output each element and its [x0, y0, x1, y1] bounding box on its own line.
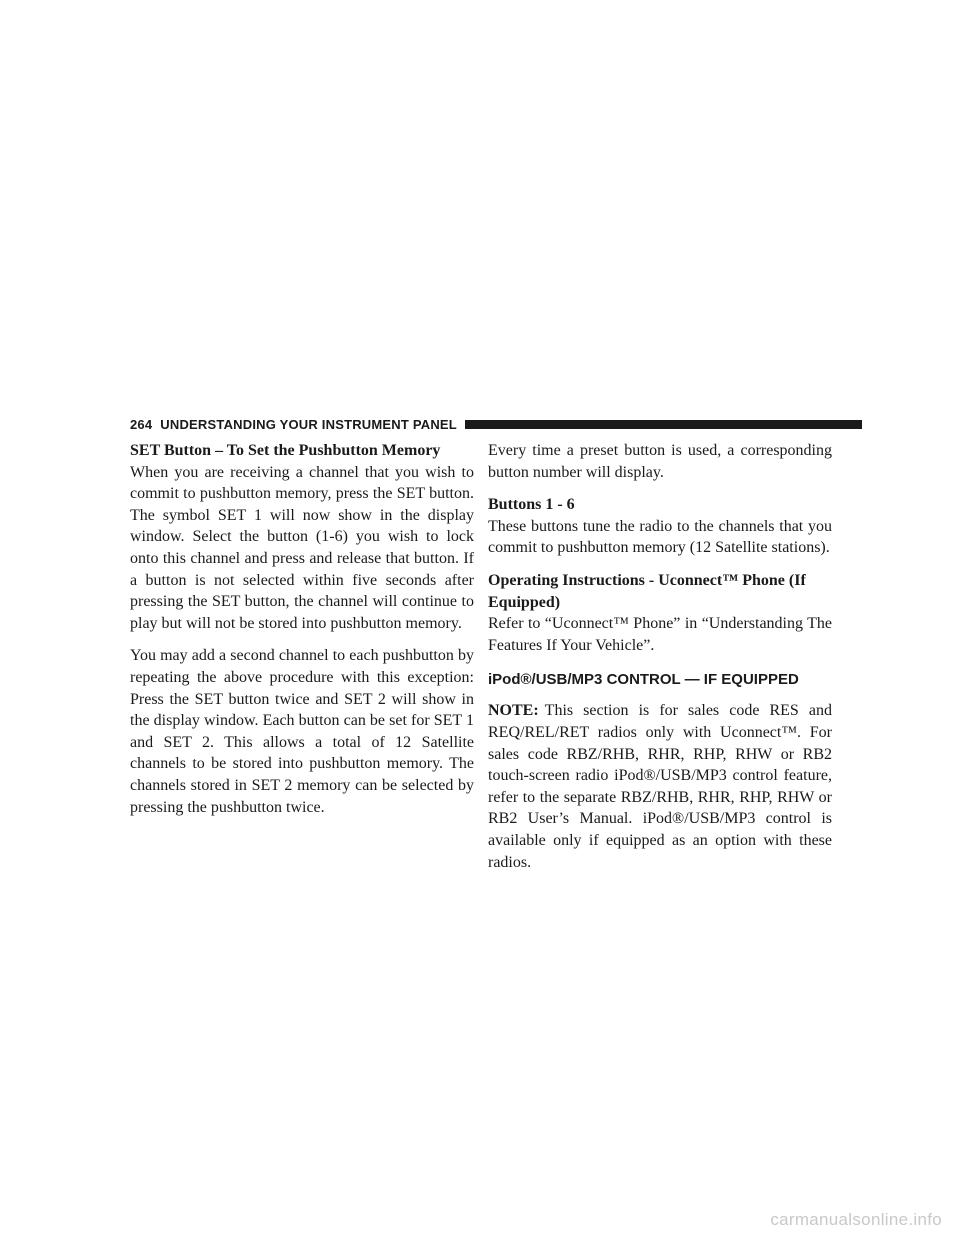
- paragraph-second-channel: You may add a second channel to each pushbutton by repeating the above procedure with this exception: Press the SET button twice and SET 2 will show in the display window. Each button can be set for SET 1 and SET 2. This allows a total of 12 Satellite channels to be stored into pushbutton memory. The channels stored in SET 2 memory can be selected by pressing the pushbutton twice.: [130, 647, 474, 816]
- paragraph-uconnect: Refer to “Uconnect™ Phone” in “Understanding The Features If Your Vehicle”.: [488, 615, 832, 654]
- right-column: [488, 440, 832, 884]
- watermark: carmanualsonline.info: [770, 1210, 942, 1229]
- note-label: NOTE:: [488, 702, 539, 720]
- heading-uconnect: Operating Instructions - Uconnect™ Phone (If Equipped): [488, 571, 806, 611]
- page-number: 264: [130, 416, 153, 432]
- left-column: [130, 440, 474, 829]
- note-paragraph: [488, 700, 832, 873]
- page-header: [130, 414, 862, 434]
- paragraph-preset: Every time a preset button is used, a corresponding button number will display.: [488, 442, 832, 481]
- header-rule: [465, 420, 862, 429]
- paragraph-buttons: These buttons tune the radio to the channels that you commit to pushbutton memory (12 Satellite stations).: [488, 517, 832, 557]
- note-text: This section is for sales code RES and REQ/REL/RET radios only with Uconnect™. For sales code RBZ/RHB, RHR, RHP, RHW or RB2 touch-screen radio iPod®/USB/MP3 control feature, refer to the separate RBZ/RHB, RHR, RHP, RHW or RB2 User’s Manual. iPod®/USB/MP3 control is available only if equipped as an option with these radios.: [488, 702, 832, 871]
- section-title: UNDERSTANDING YOUR INSTRUMENT PANEL: [160, 416, 457, 432]
- paragraph-set-procedure: When you are receiving a channel that you wish to commit to pushbutton memory, press the SET button. The symbol SET 1 will now show in the display window. Select the button (1-6) you wish to lock onto this channel and press and release that button. If a button is not selected within five seconds after pressing the SET button, the channel will continue to play but will not be stored into pushbutton memory.: [130, 463, 474, 632]
- section-heading-ipod: iPod®/USB/MP3 CONTROL — IF EQUIPPED: [488, 671, 799, 689]
- heading-buttons: Buttons 1 - 6: [488, 496, 575, 514]
- heading-set-button: SET Button – To Set the Pushbutton Memory: [130, 442, 441, 459]
